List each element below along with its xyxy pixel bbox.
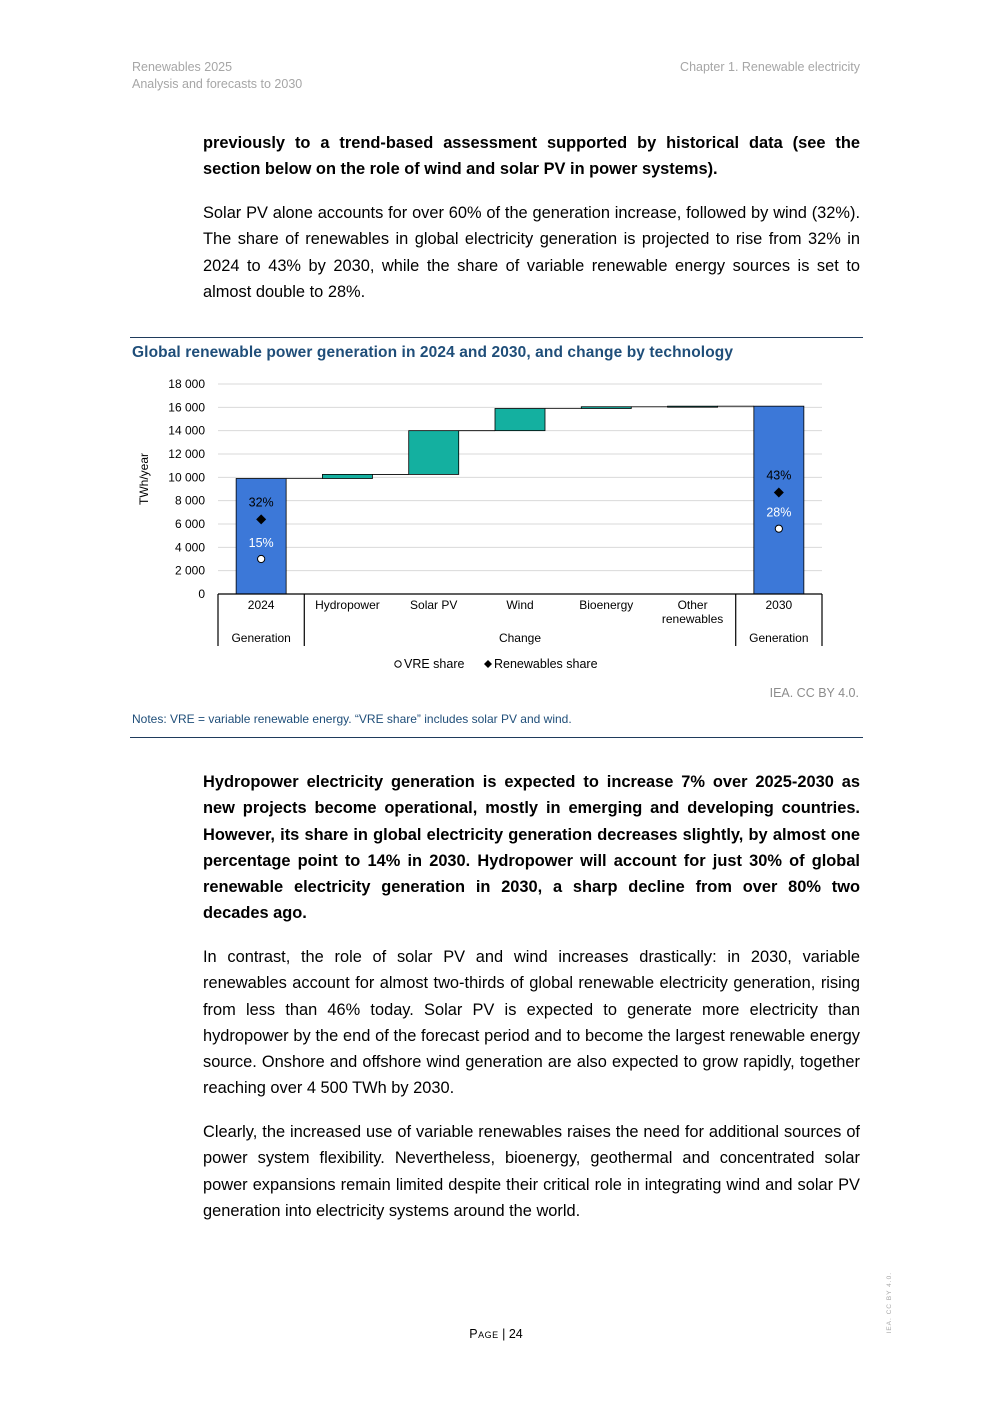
bar-hydropower [322,474,372,478]
paragraph-3: Hydropower electricity generation is expected to increase 7% over 2025-2030 as new projects become operational, mostly in emerging and developing countries. However, its share in global electricity generation decreases slightly, by almost one percentage point to 14% in 2030. Hydropower will account for just 30% of global renewable electricity generation in 2030, a sharp decline from over 80% two decades ago. [203,773,860,923]
side-credit: IEA. CC BY 4.0. [886,1272,893,1334]
group-label: Generation [749,631,809,645]
y-axis-ticks [168,377,205,601]
x-tick-label: Wind [506,598,534,612]
y-tick-label: 12 000 [168,447,205,461]
y-axis-label: TWh/year [137,452,151,506]
vre-share-label: 15% [248,536,274,550]
category-axis [218,594,822,646]
figure-notes: Notes: VRE = variable renewable energy. “VRE share” includes solar PV and wind. [132,712,572,726]
page-word: Page [469,1327,499,1341]
group-label: Generation [231,631,291,645]
y-tick-label: 8 000 [174,493,205,508]
figure-bottom-rule [130,737,863,738]
figure-credit: IEA. CC BY 4.0. [769,686,859,700]
renewables-share-label: 32% [248,495,274,510]
bar-solar-pv [409,431,459,475]
bar-2030 [754,406,804,594]
y-tick-label: 16 000 [168,400,205,415]
y-tick-label: 18 000 [168,377,205,391]
vre-share-marker [775,525,782,532]
x-tick-label: renewables [661,612,724,626]
page-number [0,1327,992,1341]
legend-vre-marker [395,661,401,667]
x-tick-label: Bioenergy [579,598,634,612]
y-tick-label: 10 000 [168,470,205,485]
y-tick-label: 4 000 [174,540,205,555]
share-markers [249,469,792,563]
bar-bioenergy [581,407,631,409]
chart-bars [236,406,804,594]
legend-renewables-marker [484,660,492,668]
group-label: Change [498,631,542,645]
y-tick-label: 6 000 [174,517,205,531]
page-number-value: 24 [508,1327,523,1341]
x-tick-label: 2030 [765,598,793,612]
y-tick-label: 0 [198,587,205,601]
legend-vre-label: VRE share [404,657,465,671]
paragraph-5: Clearly, the increased use of variable renewables raises the need for additional sources of power system flexibility. Nevertheless, bioenergy, geothermal and concentrated solar power expansions remain limited despite their critical role in integrating wind and solar PV generation into electricity systems around the world. [203,1123,860,1220]
page-separator: | [502,1327,509,1341]
x-tick-label: Solar PV [410,598,458,612]
report-header [132,59,302,93]
renewables-share-label: 43% [766,468,792,483]
figure-top-rule [130,337,863,338]
vre-share-label: 28% [766,505,792,520]
x-tick-label: 2024 [247,598,275,612]
figure-title: Global renewable power generation in 2024 and 2030, and change by technology [132,344,734,361]
x-tick-label: Other [677,598,708,612]
bar-wind [495,409,545,431]
y-tick-label: 14 000 [168,423,205,438]
legend-renewables-label: Renewables share [494,657,598,671]
bar-other-renewables [668,406,718,407]
x-tick-label: Hydropower [315,598,380,612]
chapter-title: Chapter 1. Renewable electricity [680,60,860,74]
paragraph-2: Solar PV alone accounts for over 60% of the generation increase, followed by wind (32%). The share of renewables in global electricity generation is projected to rise from 32% in 2024 to 43% by 2030, while the share of variable renewable energy sources is set to almost double to 28%. [203,204,860,301]
chart-legend [395,657,598,671]
report-subtitle: Analysis and forecasts to 2030 [132,77,303,91]
waterfall-chart [0,370,992,690]
vre-share-marker [258,555,265,562]
paragraph-4: In contrast, the role of solar PV and wind increases drastically: in 2030, variable renewables account for almost two-thirds of global renewable electricity generation, rising from less than 46% today. Solar PV is expected to generate more electricity than hydropower by the end of the forecast period and to become the largest renewable energy source. Onshore and offshore wind generation are also expected to grow rapidly, together reaching over 4 500 TWh by 2030. [203,948,860,1098]
y-tick-label: 2 000 [174,563,205,578]
report-title: Renewables 2025 [132,60,233,74]
paragraph-1: previously to a trend-based assessment supported by historical data (see the section below on the role of wind and solar PV in power systems). [203,134,860,179]
